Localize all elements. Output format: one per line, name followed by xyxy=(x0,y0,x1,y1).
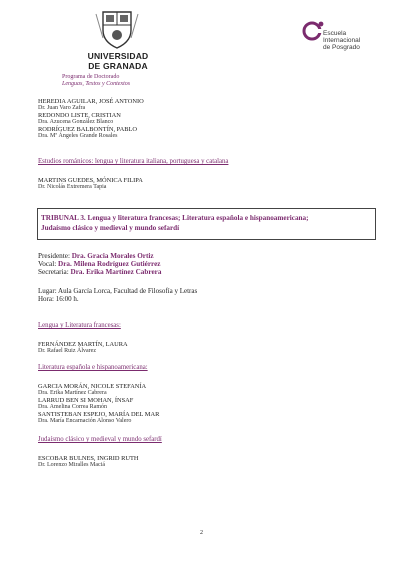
candidate-name: REDONDO LISTE, CRISTIAN xyxy=(38,112,121,119)
director-name: Dr. Rafael Ruiz Álvarez xyxy=(38,348,96,354)
secretary-line: Secretaria: Dra. Erika Martínez Cabrera xyxy=(38,268,162,276)
candidate-name: GARCIA MORÁN, NICOLE STEFANÍA xyxy=(38,383,147,390)
candidate-name: MARTINS GUEDES, MÓNICA FILIPA xyxy=(38,177,143,184)
session-details xyxy=(38,287,197,303)
escuela-posgrado-logo xyxy=(301,19,325,43)
candidate-name: HEREDIA AGUILAR, JOSÉ ANTONIO xyxy=(38,98,144,105)
director-name: Dr. Nicolás Extremera Tapia xyxy=(38,184,107,190)
director-name: Dr. Lorenzo Miralles Maciá xyxy=(38,462,105,468)
president-line: Presidente: Dra. Gracia Morales Ortiz xyxy=(38,252,154,260)
candidate-name: FERNÁNDEZ MARTÍN, LAURA xyxy=(38,341,128,348)
candidate-list-espanola xyxy=(38,383,159,425)
section-heading-judaismo: Judaísmo clásico y medieval y mundo sefardí xyxy=(38,436,162,443)
candidate-name: RODRÍGUEZ BALBONTÍN, PABLO xyxy=(38,126,137,133)
place-line: Lugar: Aula García Lorca, Facultad de Filosofía y Letras xyxy=(38,287,198,295)
section-heading-romanicos: Estudios románicos: lengua y literatura italiana, portuguesa y catalana xyxy=(38,158,229,165)
doctoral-program: Programa de Doctorado Lenguas, Textos y Contextos xyxy=(62,74,131,87)
escuela-posgrado-wordmark: Escuela Internacional de Posgrado xyxy=(323,30,361,51)
candidate-name: SANTISTEBAN ESPEJO, MARÍA DEL MAR xyxy=(38,411,160,418)
director-name: Dra. Erika Martínez Cabrera xyxy=(38,390,107,396)
candidate-list-romanicos xyxy=(38,177,143,191)
candidate-name: ESCOBAR BULNES, INGRID RUTH xyxy=(38,455,139,462)
university-seal-logo xyxy=(94,8,140,50)
director-name: Dra. Amelina Correa Ramón xyxy=(38,404,107,410)
page-number: 2 xyxy=(200,530,203,536)
section-heading-frances: Lengua y Literatura francesas: xyxy=(38,322,121,329)
tribunal-heading-box: TRIBUNAL 3. Lengua y literatura francesas; Literatura española e hispanoamericana; Judaísmo clásico y medieval y mundo sefardí xyxy=(37,208,376,240)
tribunal-members xyxy=(38,252,161,276)
university-name: UNIVERSIDAD DE GRANADA xyxy=(87,51,149,71)
section-heading-espanola: Literatura española e hispanoamericana: xyxy=(38,364,148,371)
candidate-name: LARRUD BEN SI MOHAN, ÍNSAF xyxy=(38,397,134,404)
candidate-list-judaismo xyxy=(38,455,138,469)
director-name: Dr. Juan Varo Zafra xyxy=(38,105,86,111)
director-name: Dra. María Encarnación Alonso Valero xyxy=(38,418,132,424)
director-name: Dra. Azucena González Blanco xyxy=(38,119,114,125)
time-line: Hora: 16:00 h. xyxy=(38,295,79,303)
candidate-list-1 xyxy=(38,98,144,140)
candidate-list-frances xyxy=(38,341,128,355)
vocal-line: Vocal: Dra. Milena Rodríguez Gutiérrez xyxy=(38,260,161,268)
director-name: Dra. Mª Ángeles Grande Rosales xyxy=(38,133,118,139)
